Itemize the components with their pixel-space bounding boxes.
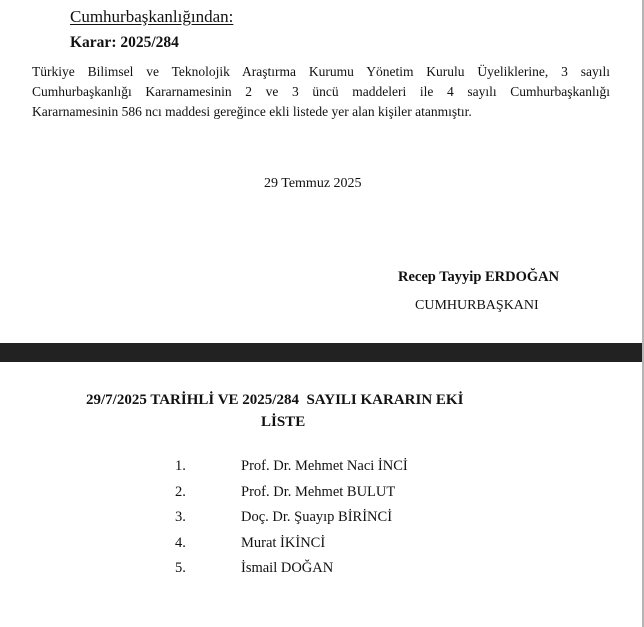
page-separator: [0, 343, 644, 362]
issuer-heading: Cumhurbaşkanlığından:: [70, 7, 234, 26]
member-number: 3.: [175, 509, 186, 525]
member-number: 4.: [175, 534, 186, 551]
decision-body-line-2: Cumhurbaşkanlığı Kararnamesinin 2 ve 3 üncü maddeleri ile 4 sayılı Cumhurbaşkanlığı: [32, 84, 610, 99]
decision-date: 29 Temmuz 2025: [264, 176, 362, 191]
member-item: [0, 558, 644, 584]
member-name: Murat İKİNCİ: [241, 534, 326, 551]
annex-title: 29/7/2025 TARİHLİ VE 2025/284 SAYILI KARARIN EKİ: [86, 392, 464, 408]
signer-name: Recep Tayyip ERDOĞAN: [398, 269, 560, 285]
member-name: İsmail DOĞAN: [241, 560, 334, 576]
member-item: [0, 456, 644, 482]
annex-page: [0, 362, 644, 627]
member-number: 2.: [175, 483, 186, 500]
decision-body-line-1: Türkiye Bilimsel ve Teknolojik Araştırma Kurumu Yönetim Kurulu Üyeliklerine, 3 sayılı: [32, 64, 610, 79]
member-list: [0, 456, 644, 584]
decision-number: Karar: 2025/284: [70, 34, 179, 51]
member-item: [0, 533, 644, 559]
member-number: 5.: [175, 560, 186, 576]
decision-body-line-3: Kararnamesinin 586 ncı maddesi gereğince ekli listede yer alan kişiler atanmıştır.: [32, 104, 472, 119]
member-item: [0, 507, 644, 533]
member-name: Prof. Dr. Mehmet Naci İNCİ: [241, 458, 408, 474]
annex-subtitle: LİSTE: [261, 414, 306, 430]
member-item: [0, 482, 644, 508]
decision-body: [32, 62, 610, 122]
signer-title: CUMHURBAŞKANI: [415, 298, 539, 313]
member-name: Prof. Dr. Mehmet BULUT: [241, 483, 396, 500]
member-number: 1.: [175, 458, 186, 474]
member-name: Doç. Dr. Şuayıp BİRİNCİ: [241, 509, 393, 525]
